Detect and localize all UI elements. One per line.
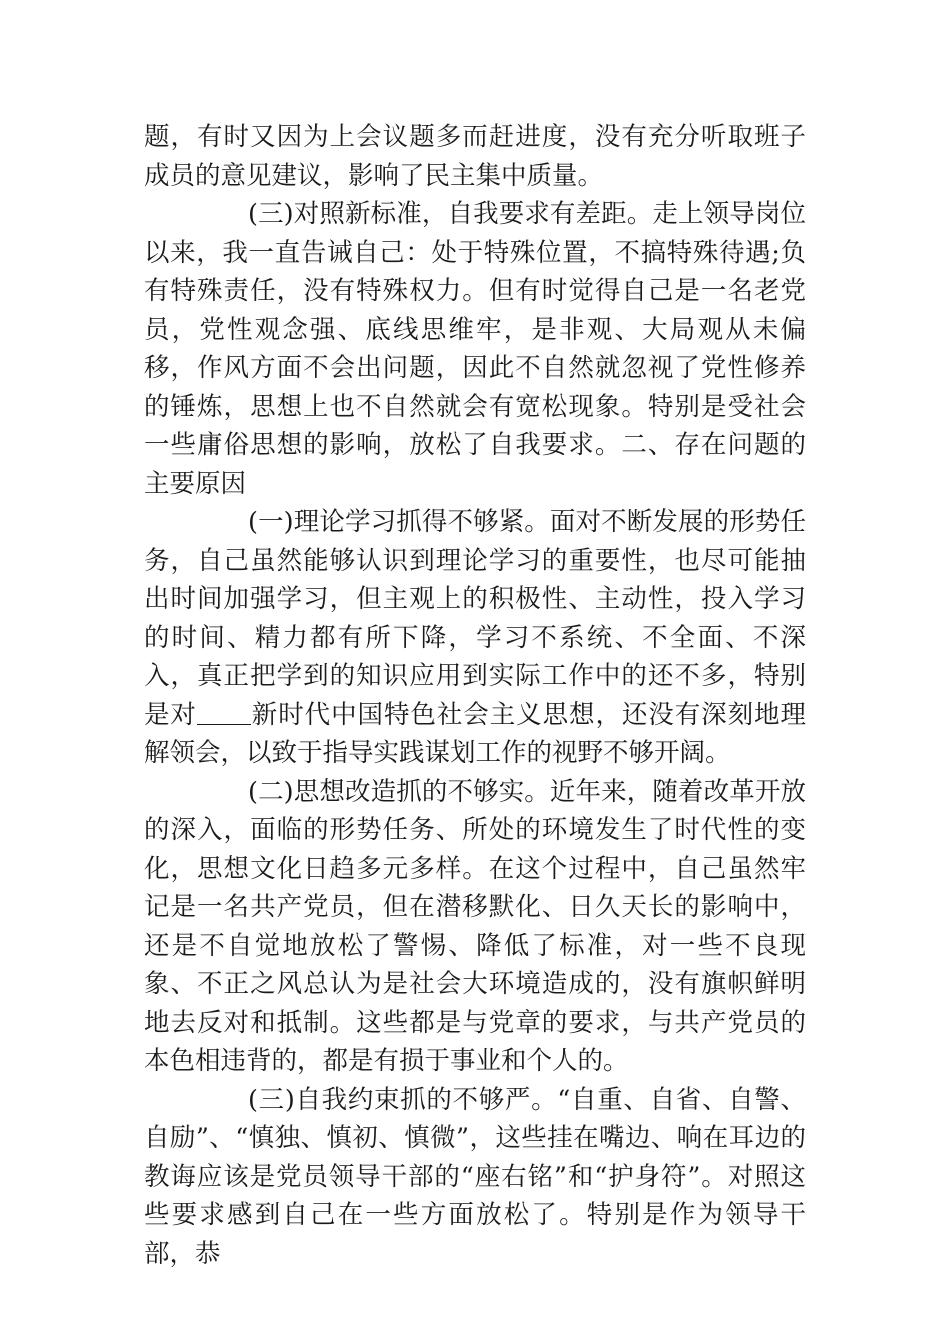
paragraph-text: 题，有时又因为上会议题多而赶进度，没有充分听取班子成员的意见建议，影响了民主集中质量。 (144, 122, 806, 191)
paragraph-theory-study (144, 503, 806, 773)
document-page (144, 118, 806, 1273)
paragraph-continued (144, 118, 806, 195)
paragraph-self-requirement (144, 195, 806, 503)
paragraph-thought-reform (144, 773, 806, 1081)
blank-underline (197, 698, 251, 725)
paragraph-text-before-blank: (一)理论学习抓得不够紧。面对不断发展的形势任务，自己虽然能够认识到理论学习的重要性，也尽可能抽出时间加强学习，但主观上的积极性、主动性，投入学习的时间、精力都有所下降，学习不系统、不全面、不深入，真正把学到的知识应用到实际工作中的还不多，特别是对 (144, 507, 806, 730)
paragraph-text: (三)对照新标准，自我要求有差距。走上领导岗位以来，我一直告诫自己：处于特殊位置，不搞特殊待遇;负有特殊责任，没有特殊权力。但有时觉得自己是一名老党员，党性观念强、底线思维牢，是非观、大局观从未偏移，作风方面不会出问题，因此不自然就忽视了党性修养的锤炼，思想上也不自然就会有宽松现象。特别是受社会一些庸俗思想的影响，放松了自我要求。二、存在问题的主要原因 (144, 199, 806, 499)
paragraph-text-after-blank: 新时代中国特色社会主义思想，还没有深刻地理解领会，以致于指导实践谋划工作的视野不够开阔。 (144, 699, 806, 768)
paragraph-text: (二)思想改造抓的不够实。近年来，随着改革开放的深入，面临的形势任务、所处的环境发生了时代性的变化，思想文化日趋多元多样。在这个过程中，自己虽然牢记是一名共产党员，但在潜移默化、日久天长的影响中，还是不自觉地放松了警惕、降低了标准，对一些不良现象、不正之风总认为是社会大环境造成的，没有旗帜鲜明地去反对和抵制。这些都是与党章的要求，与共产党员的本色相违背的，都是有损于事业和个人的。 (144, 776, 806, 1076)
paragraph-text: (三)自我约束抓的不够严。“自重、自省、自警、自励”、“慎独、慎初、慎微”，这些挂在嘴边、响在耳边的教诲应该是党员领导干部的“座右铭”和“护身符”。对照这些要求感到自己在一些方面放松了。特别是作为领导干部，恭 (144, 1084, 806, 1269)
paragraph-self-discipline (144, 1081, 806, 1274)
